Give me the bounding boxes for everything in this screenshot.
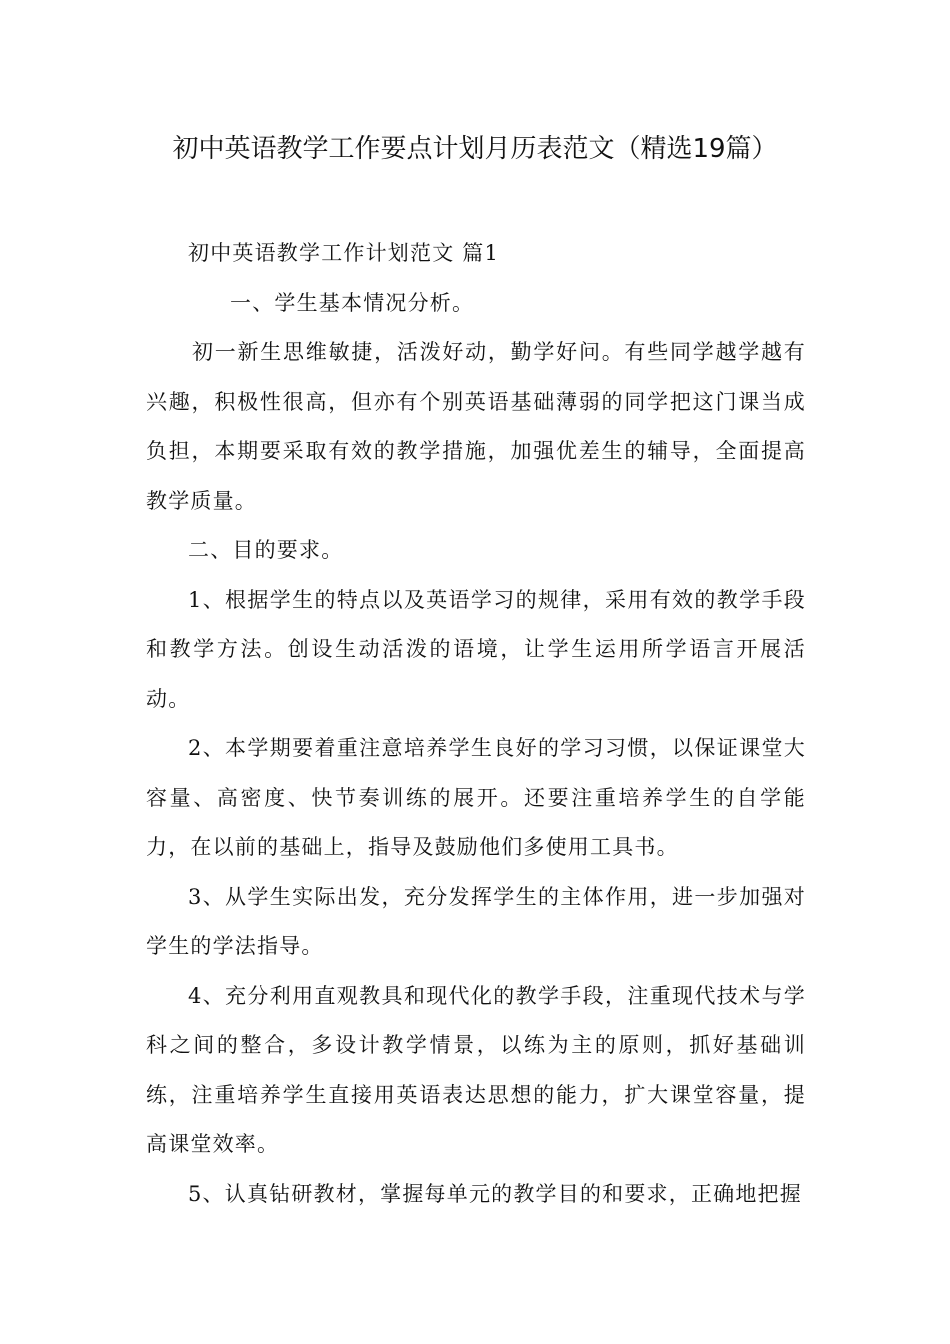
document-body	[146, 229, 806, 1219]
document-title: 初中英语教学工作要点计划月历表范文（精选19篇）	[172, 134, 778, 164]
article-heading: 初中英语教学工作计划范文 篇1	[188, 241, 500, 265]
goal-item-4: 4、充分利用直观教具和现代化的教学手段，注重现代技术与学科之间的整合，多设计教学情景，以练为主的原则，抓好基础训练，注重培养学生直接用英语表达思想的能力，扩大课堂容量，提高课堂效率。	[146, 983, 806, 1156]
goal-item-1: 1、根据学生的特点以及英语学习的规律，采用有效的教学手段和教学方法。创设生动活泼的语境，让学生运用所学语言开展活动。	[146, 587, 806, 711]
section-heading-student-analysis: 一、学生基本情况分析。	[230, 290, 475, 315]
goal-item-5: 5、认真钻研教材，掌握每单元的教学目的和要求，正确地把握	[188, 1181, 802, 1206]
goal-item-2: 2、本学期要着重注意培养学生良好的学习习惯，以保证课堂大容量、高密度、快节奏训练的展开。还要注重培养学生的自学能力，在以前的基础上，指导及鼓励他们多使用工具书。	[146, 736, 806, 859]
section-heading-goals: 二、目的要求。	[188, 538, 344, 562]
goal-item-3: 3、从学生实际出发，充分发挥学生的主体作用，进一步加强对学生的学法指导。	[146, 884, 806, 958]
paragraph-student-analysis: 初一新生思维敏捷，活泼好动，勤学好问。有些同学越学越有兴趣，积极性很高，但亦有个别英语基础薄弱的同学把这门课当成负担，本期要采取有效的教学措施，加强优差生的辅导，全面提高教学质量。	[146, 340, 806, 513]
